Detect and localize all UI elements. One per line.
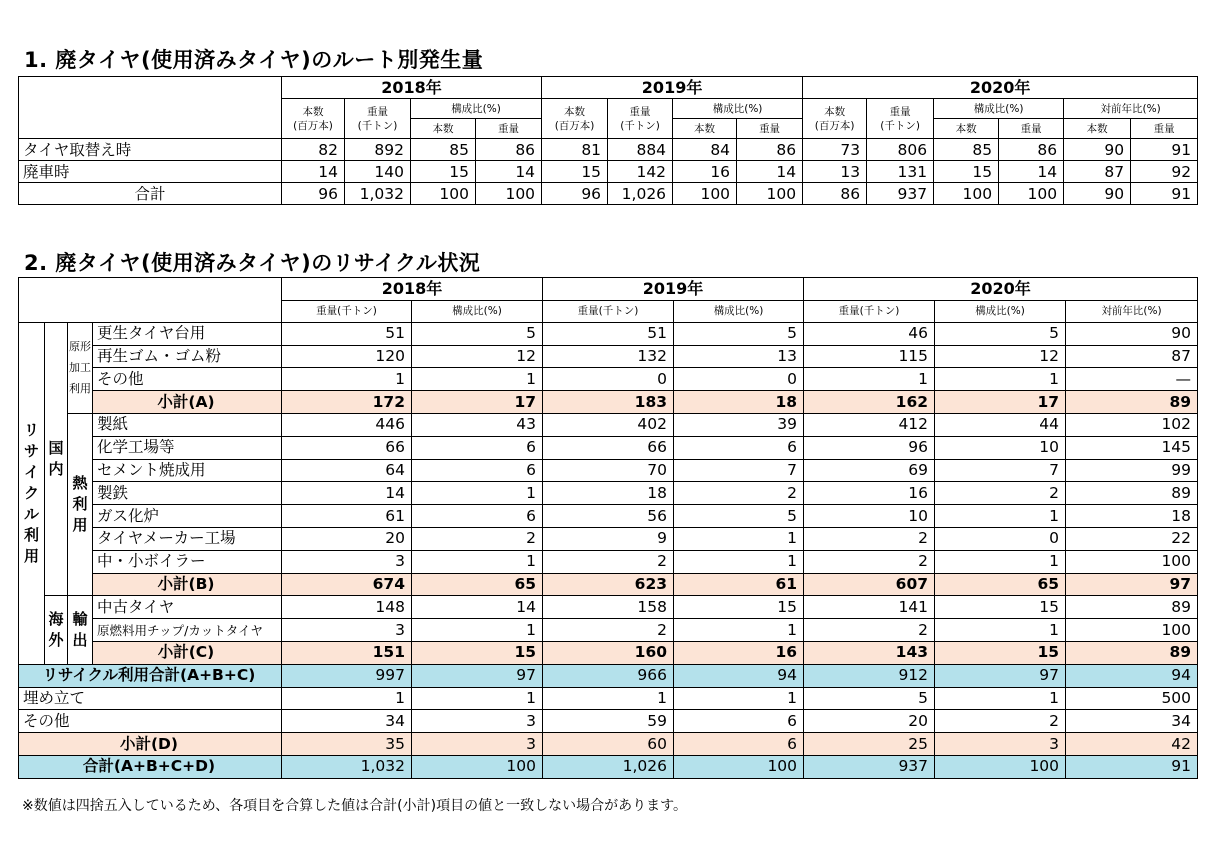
cell-value: 6 <box>412 459 543 482</box>
cell-value: 14 <box>282 482 412 505</box>
cell-value: 15 <box>935 596 1066 619</box>
count-header: 本数 (百万本) <box>803 99 867 139</box>
cell-value: 2 <box>543 550 674 573</box>
cell-value: 51 <box>543 322 674 345</box>
cell-value: 1 <box>804 368 935 391</box>
cell-value: 5 <box>412 322 543 345</box>
cell-value: 16 <box>804 482 935 505</box>
cell-value: 2 <box>935 710 1066 733</box>
cell-value: 10 <box>804 505 935 528</box>
cell-value: 22 <box>1066 527 1198 550</box>
cell-value: 1 <box>935 687 1066 710</box>
table-row <box>19 527 1198 550</box>
table-row <box>19 619 1198 642</box>
sub-weight-header: 重量 <box>999 119 1064 139</box>
cell-value: 44 <box>935 413 1066 436</box>
cell-value: 912 <box>804 664 935 687</box>
cell-value: 97 <box>935 664 1066 687</box>
row-label: その他 <box>19 710 282 733</box>
cell-value: 96 <box>542 183 608 205</box>
table-row <box>19 505 1198 528</box>
cell-value: 115 <box>804 345 935 368</box>
cell-value: 15 <box>542 161 608 183</box>
cell-value: 89 <box>1066 391 1198 414</box>
row-label: リサイクル利用合計(A+B+C) <box>19 664 282 687</box>
cell-value: 1 <box>935 368 1066 391</box>
weight-header: 重量 (千トン) <box>345 99 411 139</box>
cell-value: 97 <box>412 664 543 687</box>
sub-count-header: 本数 <box>411 119 476 139</box>
cell-value: 1 <box>412 368 543 391</box>
sub-weight-header: 重量 <box>737 119 803 139</box>
cell-value: 61 <box>674 573 804 596</box>
table-row <box>19 413 1198 436</box>
cell-value: 1 <box>412 550 543 573</box>
cell-value: 66 <box>282 436 412 459</box>
table-row <box>19 139 1198 161</box>
cell-value: 61 <box>282 505 412 528</box>
cell-value: 6 <box>412 436 543 459</box>
cell-value: 15 <box>674 596 804 619</box>
cell-value: 7 <box>674 459 804 482</box>
table-row <box>19 368 1198 391</box>
cell-value: 65 <box>935 573 1066 596</box>
cell-value: 2 <box>804 619 935 642</box>
row-label: 中古タイヤ <box>93 596 282 619</box>
subtotal-row <box>19 641 1198 664</box>
sub-count-header: 本数 <box>673 119 737 139</box>
cell-value: 18 <box>543 482 674 505</box>
cell-value: 1 <box>412 482 543 505</box>
cell-value: 35 <box>282 733 412 756</box>
cell-value: 34 <box>1066 710 1198 733</box>
cell-value: 14 <box>476 161 542 183</box>
cell-value: 14 <box>999 161 1064 183</box>
cell-value: 3 <box>282 619 412 642</box>
cell-value: 99 <box>1066 459 1198 482</box>
yoy-header: 対前年比(%) <box>1066 300 1198 322</box>
route-generation-table <box>18 76 1198 205</box>
cell-value: 18 <box>674 391 804 414</box>
year-header: 2019年 <box>543 278 804 301</box>
section2-title: 2. 廃タイヤ(使用済みタイヤ)のリサイクル状況 <box>24 251 481 275</box>
row-label: 製紙 <box>93 413 282 436</box>
cell-value: 56 <box>543 505 674 528</box>
row-label: 更生タイヤ台用 <box>93 322 282 345</box>
cell-value: 25 <box>804 733 935 756</box>
cell-value: 86 <box>999 139 1064 161</box>
cell-value: 2 <box>543 619 674 642</box>
cell-value: 2 <box>804 550 935 573</box>
cell-value: 97 <box>1066 573 1198 596</box>
cell-value: 82 <box>282 139 345 161</box>
ratio-header: 構成比(%) <box>934 99 1064 119</box>
row-label: 小計(D) <box>19 733 282 756</box>
cell-value: 3 <box>935 733 1066 756</box>
cell-value: 1 <box>412 687 543 710</box>
cell-value: 143 <box>804 641 935 664</box>
cell-value: 69 <box>804 459 935 482</box>
table-row <box>19 161 1198 183</box>
cell-value: 94 <box>674 664 804 687</box>
cell-value: 1 <box>674 527 804 550</box>
cell-value: 15 <box>935 641 1066 664</box>
cell-value: 100 <box>412 755 543 778</box>
cell-value: 3 <box>282 550 412 573</box>
weight-header: 重量(千トン) <box>543 300 674 322</box>
cell-value: 1,032 <box>282 755 412 778</box>
cell-value: 46 <box>804 322 935 345</box>
group-label-domestic: 国内 <box>45 322 68 596</box>
cell-value: 6 <box>674 733 804 756</box>
row-label: タイヤメーカー工場 <box>93 527 282 550</box>
cell-value: 6 <box>412 505 543 528</box>
cell-value: 89 <box>1066 482 1198 505</box>
cell-value: 1,032 <box>345 183 411 205</box>
recycling-status-table <box>18 277 1198 779</box>
cell-value: 500 <box>1066 687 1198 710</box>
cell-value: 34 <box>282 710 412 733</box>
cell-value: 15 <box>934 161 999 183</box>
cell-value: 89 <box>1066 596 1198 619</box>
cell-value: 162 <box>804 391 935 414</box>
ratio-header: 構成比(%) <box>673 99 803 119</box>
cell-value: 90 <box>1064 183 1131 205</box>
cell-value: 0 <box>543 368 674 391</box>
cell-value: 2 <box>935 482 1066 505</box>
cell-value: 806 <box>867 139 934 161</box>
cell-value: 15 <box>412 641 543 664</box>
cell-value: 412 <box>804 413 935 436</box>
subtotal-row <box>19 573 1198 596</box>
cell-value: 12 <box>412 345 543 368</box>
cell-value: 16 <box>674 641 804 664</box>
cell-value: 96 <box>804 436 935 459</box>
cell-value: 2 <box>804 527 935 550</box>
subtotal-row <box>19 391 1198 414</box>
cell-value: 9 <box>543 527 674 550</box>
cell-value: 100 <box>411 183 476 205</box>
cell-value: 86 <box>476 139 542 161</box>
cell-value: 5 <box>674 322 804 345</box>
corner-cell <box>19 278 282 323</box>
cell-value: 87 <box>1064 161 1131 183</box>
year-header: 2020年 <box>803 77 1198 99</box>
cell-value: 15 <box>411 161 476 183</box>
cell-value: 160 <box>543 641 674 664</box>
row-label: 製鉄 <box>93 482 282 505</box>
table-row <box>19 459 1198 482</box>
subtotal-row <box>19 733 1198 756</box>
sub-weight-header: 重量 <box>476 119 542 139</box>
cell-value: 84 <box>673 139 737 161</box>
cell-value: 91 <box>1066 755 1198 778</box>
cell-value: 1 <box>935 505 1066 528</box>
cell-value: 39 <box>674 413 804 436</box>
cell-value: 1 <box>674 687 804 710</box>
cell-value: 13 <box>674 345 804 368</box>
cell-value: 1 <box>674 619 804 642</box>
group-label-recycle: リサイクル利用 <box>19 322 45 664</box>
group-label-raw-processing: 原形加工利用 <box>68 322 93 413</box>
cell-value: 86 <box>803 183 867 205</box>
ratio-header: 構成比(%) <box>674 300 804 322</box>
table-row <box>19 322 1198 345</box>
cell-value: 1 <box>543 687 674 710</box>
group-label-thermal: 熱利用 <box>68 413 93 595</box>
sub-count-header: 本数 <box>934 119 999 139</box>
cell-value: 66 <box>543 436 674 459</box>
row-label: 原燃料用チップ/カットタイヤ <box>93 619 282 642</box>
cell-value: 120 <box>282 345 412 368</box>
cell-value: 20 <box>804 710 935 733</box>
table-row <box>19 550 1198 573</box>
cell-value: 92 <box>1131 161 1198 183</box>
row-label: 再生ゴム・ゴム粉 <box>93 345 282 368</box>
cell-value: 140 <box>345 161 411 183</box>
row-label: 合計 <box>19 183 282 205</box>
cell-value: 13 <box>803 161 867 183</box>
cell-value: 17 <box>412 391 543 414</box>
cell-value: — <box>1066 368 1198 391</box>
table-row <box>19 596 1198 619</box>
cell-value: 59 <box>543 710 674 733</box>
row-label: 小計(B) <box>93 573 282 596</box>
weight-header: 重量 (千トン) <box>608 99 673 139</box>
cell-value: 14 <box>737 161 803 183</box>
weight-header: 重量(千トン) <box>804 300 935 322</box>
cell-value: 145 <box>1066 436 1198 459</box>
row-label: セメント焼成用 <box>93 459 282 482</box>
cell-value: 1,026 <box>543 755 674 778</box>
cell-value: 6 <box>674 436 804 459</box>
cell-value: 0 <box>935 527 1066 550</box>
cell-value: 85 <box>934 139 999 161</box>
cell-value: 937 <box>867 183 934 205</box>
cell-value: 158 <box>543 596 674 619</box>
cell-value: 94 <box>1066 664 1198 687</box>
cell-value: 90 <box>1066 322 1198 345</box>
cell-value: 131 <box>867 161 934 183</box>
row-label: 小計(C) <box>93 641 282 664</box>
cell-value: 100 <box>674 755 804 778</box>
cell-value: 1 <box>935 619 1066 642</box>
group-label-export: 輸出 <box>68 596 93 664</box>
cell-value: 51 <box>282 322 412 345</box>
cell-value: 0 <box>674 368 804 391</box>
cell-value: 5 <box>804 687 935 710</box>
cell-value: 7 <box>935 459 1066 482</box>
cell-value: 132 <box>543 345 674 368</box>
cell-value: 18 <box>1066 505 1198 528</box>
table-row <box>19 345 1198 368</box>
cell-value: 5 <box>935 322 1066 345</box>
cell-value: 14 <box>412 596 543 619</box>
cell-value: 966 <box>543 664 674 687</box>
weight-header: 重量(千トン) <box>282 300 412 322</box>
cell-value: 42 <box>1066 733 1198 756</box>
cell-value: 1 <box>282 687 412 710</box>
table-row <box>19 482 1198 505</box>
cell-value: 91 <box>1131 183 1198 205</box>
row-label: 中・小ボイラー <box>93 550 282 573</box>
yoy-header: 対前年比(%) <box>1064 99 1198 119</box>
cell-value: 10 <box>935 436 1066 459</box>
cell-value: 96 <box>282 183 345 205</box>
sub-weight-header: 重量 <box>1131 119 1198 139</box>
recycle-total-row <box>19 664 1198 687</box>
cell-value: 1 <box>412 619 543 642</box>
footnote: ※数値は四捨五入しているため、各項目を合算した値は合計(小計)項目の値と一致しない場合があります。 <box>22 798 687 814</box>
ratio-header: 構成比(%) <box>411 99 542 119</box>
cell-value: 1 <box>674 550 804 573</box>
cell-value: 892 <box>345 139 411 161</box>
cell-value: 148 <box>282 596 412 619</box>
year-header: 2020年 <box>804 278 1198 301</box>
cell-value: 20 <box>282 527 412 550</box>
cell-value: 100 <box>934 183 999 205</box>
sub-count-header: 本数 <box>1064 119 1131 139</box>
cell-value: 100 <box>1066 619 1198 642</box>
cell-value: 3 <box>412 733 543 756</box>
cell-value: 172 <box>282 391 412 414</box>
cell-value: 73 <box>803 139 867 161</box>
row-label: 化学工場等 <box>93 436 282 459</box>
cell-value: 64 <box>282 459 412 482</box>
row-label: その他 <box>93 368 282 391</box>
cell-value: 85 <box>411 139 476 161</box>
year-header: 2018年 <box>282 77 542 99</box>
cell-value: 86 <box>737 139 803 161</box>
ratio-header: 構成比(%) <box>935 300 1066 322</box>
cell-value: 446 <box>282 413 412 436</box>
row-label: 小計(A) <box>93 391 282 414</box>
table-row <box>19 687 1198 710</box>
cell-value: 1 <box>282 368 412 391</box>
cell-value: 14 <box>282 161 345 183</box>
cell-value: 997 <box>282 664 412 687</box>
cell-value: 151 <box>282 641 412 664</box>
row-label: タイヤ取替え時 <box>19 139 282 161</box>
cell-value: 100 <box>673 183 737 205</box>
cell-value: 141 <box>804 596 935 619</box>
cell-value: 402 <box>543 413 674 436</box>
cell-value: 6 <box>674 710 804 733</box>
cell-value: 100 <box>999 183 1064 205</box>
cell-value: 12 <box>935 345 1066 368</box>
cell-value: 87 <box>1066 345 1198 368</box>
cell-value: 91 <box>1131 139 1198 161</box>
cell-value: 89 <box>1066 641 1198 664</box>
row-label: 埋め立て <box>19 687 282 710</box>
cell-value: 100 <box>476 183 542 205</box>
cell-value: 43 <box>412 413 543 436</box>
cell-value: 937 <box>804 755 935 778</box>
cell-value: 81 <box>542 139 608 161</box>
cell-value: 65 <box>412 573 543 596</box>
cell-value: 3 <box>412 710 543 733</box>
cell-value: 674 <box>282 573 412 596</box>
table-row <box>19 183 1198 205</box>
cell-value: 183 <box>543 391 674 414</box>
ratio-header: 構成比(%) <box>412 300 543 322</box>
row-label: ガス化炉 <box>93 505 282 528</box>
count-header: 本数 (百万本) <box>282 99 345 139</box>
cell-value: 623 <box>543 573 674 596</box>
corner-cell <box>19 77 282 139</box>
table-row <box>19 436 1198 459</box>
cell-value: 102 <box>1066 413 1198 436</box>
count-header: 本数 (百万本) <box>542 99 608 139</box>
cell-value: 60 <box>543 733 674 756</box>
year-header: 2019年 <box>542 77 803 99</box>
cell-value: 100 <box>737 183 803 205</box>
table-row <box>19 710 1198 733</box>
cell-value: 1 <box>935 550 1066 573</box>
cell-value: 70 <box>543 459 674 482</box>
cell-value: 884 <box>608 139 673 161</box>
cell-value: 100 <box>935 755 1066 778</box>
year-header: 2018年 <box>282 278 543 301</box>
cell-value: 16 <box>673 161 737 183</box>
cell-value: 5 <box>674 505 804 528</box>
grand-total-row <box>19 755 1198 778</box>
cell-value: 607 <box>804 573 935 596</box>
section1-title: 1. 廃タイヤ(使用済みタイヤ)のルート別発生量 <box>24 48 484 72</box>
cell-value: 2 <box>412 527 543 550</box>
cell-value: 2 <box>674 482 804 505</box>
row-label: 廃車時 <box>19 161 282 183</box>
cell-value: 17 <box>935 391 1066 414</box>
cell-value: 90 <box>1064 139 1131 161</box>
cell-value: 1,026 <box>608 183 673 205</box>
cell-value: 142 <box>608 161 673 183</box>
row-label: 合計(A+B+C+D) <box>19 755 282 778</box>
group-label-overseas: 海外 <box>45 596 68 664</box>
cell-value: 100 <box>1066 550 1198 573</box>
weight-header: 重量 (千トン) <box>867 99 934 139</box>
